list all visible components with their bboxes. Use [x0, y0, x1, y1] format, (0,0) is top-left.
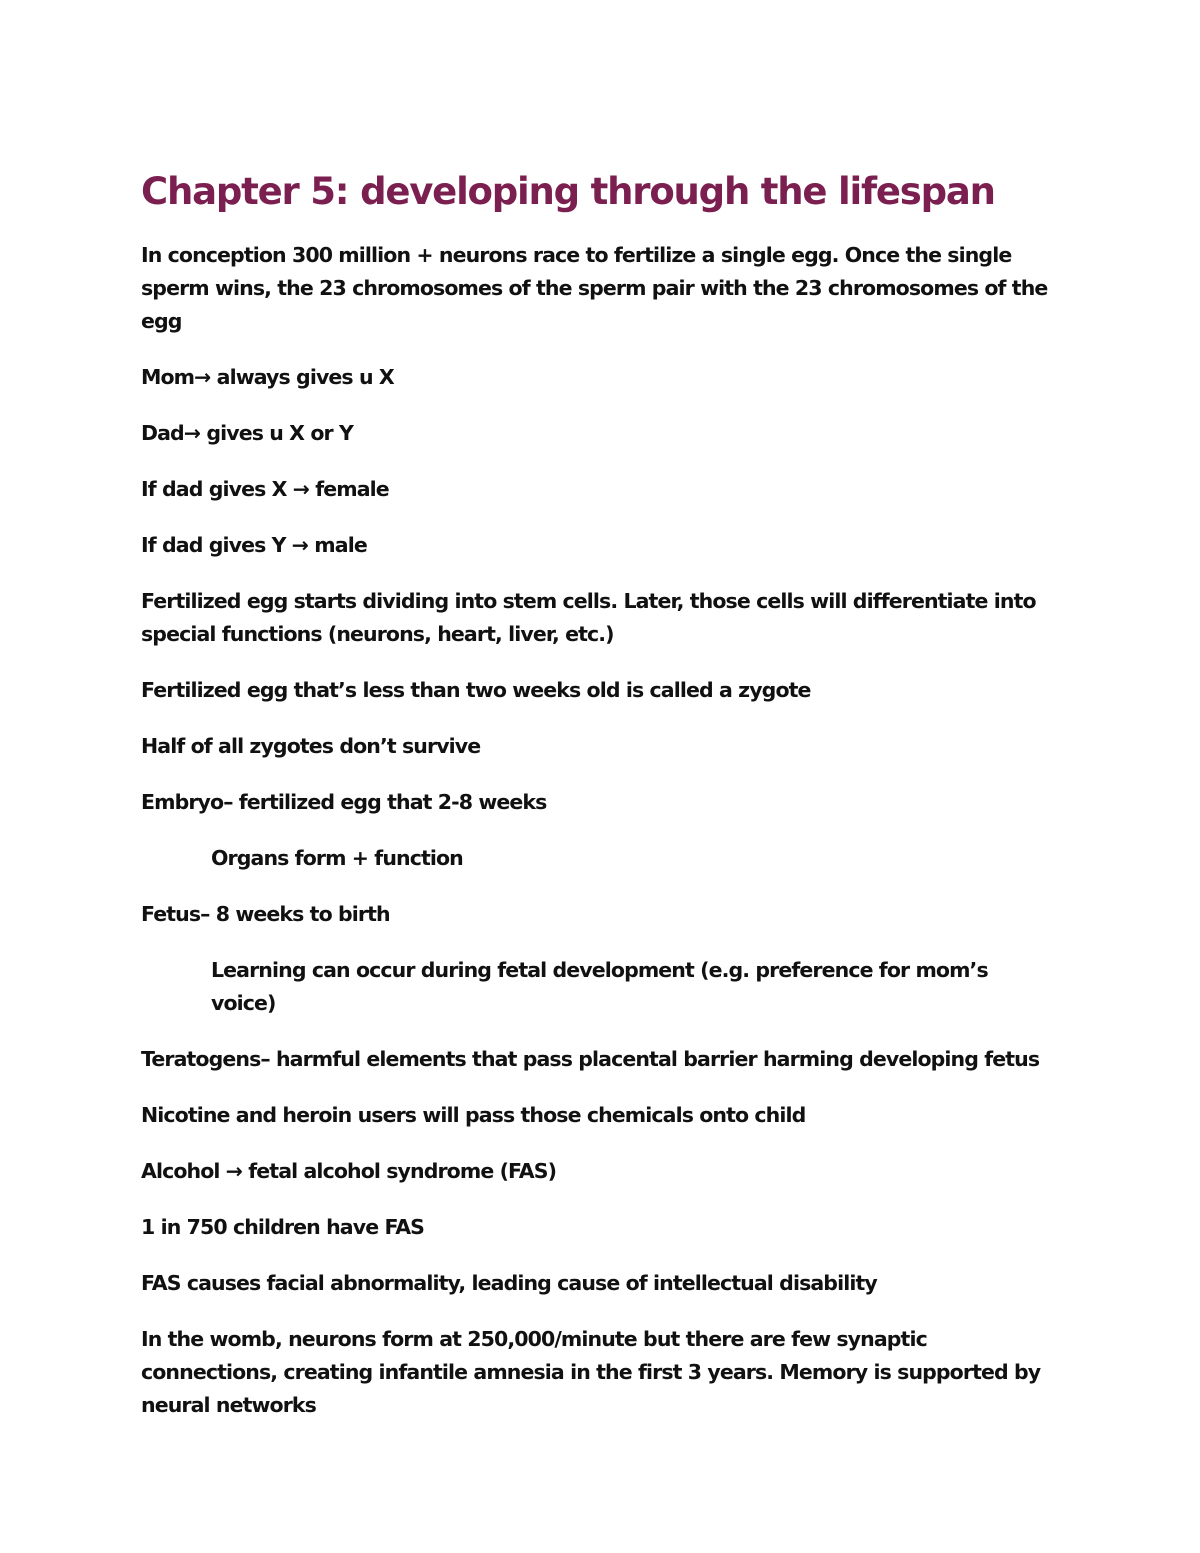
- paragraph-fas-effects: FAS causes facial abnormality, leading cause of intellectual disability: [141, 1271, 877, 1295]
- paragraph-dad-y-male: If dad gives Y → male: [141, 533, 367, 557]
- chapter-title: Chapter 5: developing through the lifespan: [141, 170, 995, 213]
- paragraph-stem-cells: Fertilized egg starts dividing into stem cells. Later, those cells will differentiate into special functions (neurons, heart, liver, etc.): [141, 589, 1036, 646]
- paragraph-zygote: Fertilized egg that’s less than two weeks old is called a zygote: [141, 678, 811, 702]
- paragraph-dad-chromosome: Dad→ gives u X or Y: [141, 421, 353, 445]
- paragraph-fetus: Fetus– 8 weeks to birth: [141, 902, 390, 926]
- paragraph-nicotine-heroin: Nicotine and heroin users will pass those chemicals onto child: [141, 1103, 806, 1127]
- paragraph-dad-x-female: If dad gives X → female: [141, 477, 389, 501]
- paragraph-fas-rate: 1 in 750 children have FAS: [141, 1215, 425, 1239]
- paragraph-mom-chromosome: Mom→ always gives u X: [141, 365, 394, 389]
- paragraph-alcohol-fas: Alcohol → fetal alcohol syndrome (FAS): [141, 1159, 557, 1183]
- paragraph-teratogens: Teratogens– harmful elements that pass placental barrier harming developing fetus: [141, 1047, 1040, 1071]
- paragraph-embryo: Embryo– fertilized egg that 2-8 weeks: [141, 790, 547, 814]
- paragraph-fetal-learning: Learning can occur during fetal development (e.g. preference for mom’s voice): [211, 958, 988, 1015]
- paragraph-conception: In conception 300 million + neurons race to fertilize a single egg. Once the single sperm wins, the 23 chromosomes of the sperm pair with the 23 chromosomes of the egg: [141, 243, 1048, 333]
- paragraph-womb-neurons: In the womb, neurons form at 250,000/minute but there are few synaptic connections, creating infantile amnesia in the first 3 years. Memory is supported by neural networks: [141, 1327, 1041, 1417]
- document-content: [141, 168, 1051, 1445]
- paragraph-organs-form: Organs form + function: [211, 846, 463, 870]
- paragraph-zygote-survival: Half of all zygotes don’t survive: [141, 734, 481, 758]
